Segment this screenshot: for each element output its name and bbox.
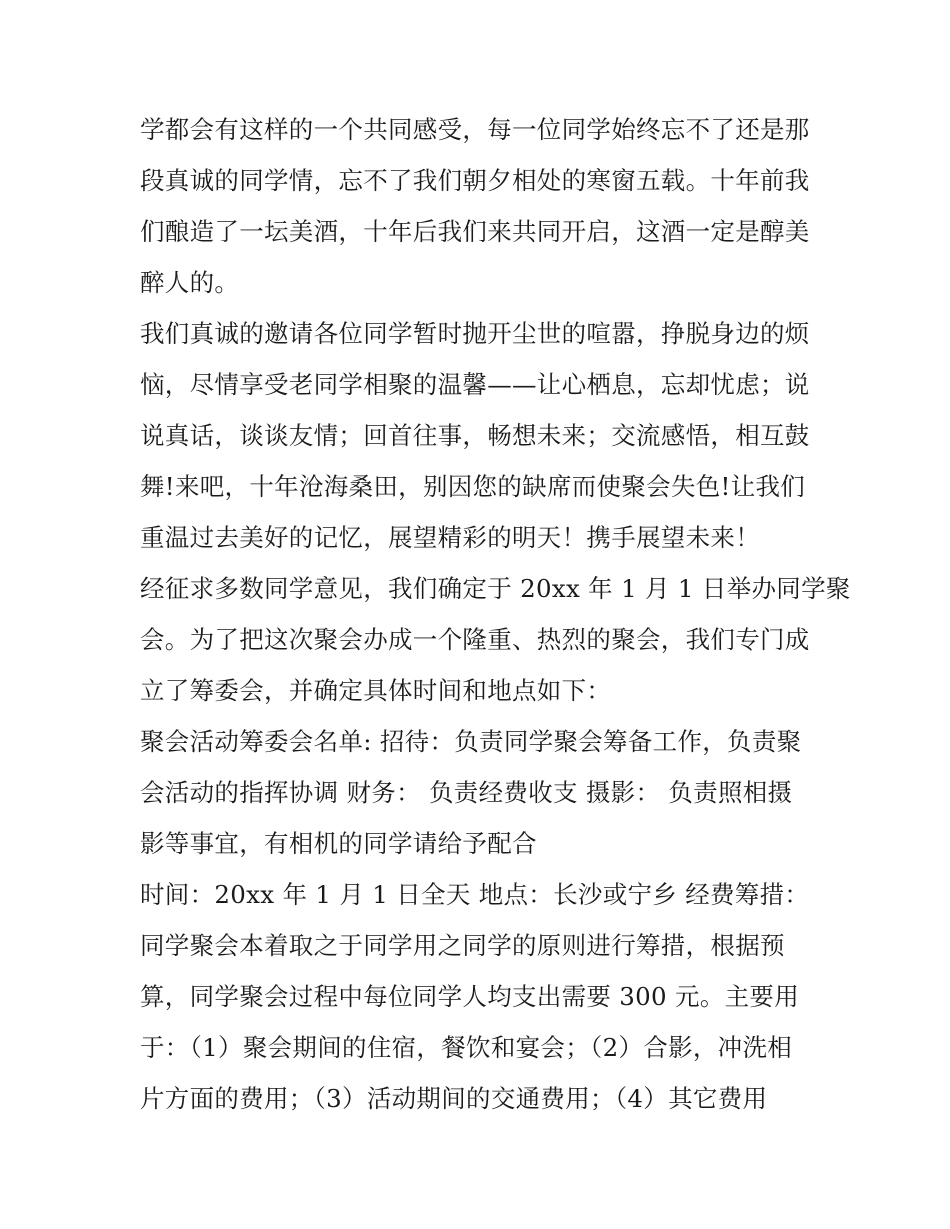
paragraph-reunion-feelings [140,104,820,308]
text-line: 会。为了把这次聚会办成一个隆重、热烈的聚会，我们专门成 [140,625,810,654]
paragraph-committee-list [140,716,820,869]
text-line: 片方面的费用；（3）活动期间的交通费用；（4）其它费用 [140,1084,768,1113]
text-line: 时间：20xx 年 1 月 1 日全天 地点：长沙或宁乡 经费筹措： [140,880,810,909]
text-line: 学都会有这样的一个共同感受，每一位同学始终忘不了还是那 [140,115,810,144]
paragraph-funding [140,920,820,1124]
text-line: 们酿造了一坛美酒，十年后我们来共同开启，这酒一定是醇美 [140,217,810,246]
text-line: 影等事宜，有相机的同学请给予配合 [140,829,537,858]
text-line: 说真话，谈谈友情；回首往事，畅想未来；交流感悟，相互鼓 [140,421,810,450]
paragraph-time-location [140,869,820,920]
text-line: 重温过去美好的记忆，展望精彩的明天！携手展望未来！ [140,523,760,552]
text-line: 舞!来吧，十年沧海桑田，别因您的缺席而使聚会失色!让我们 [140,472,806,501]
text-line: 会活动的指挥协调 财务： 负责经费收支 摄影： 负责照相摄 [140,778,793,807]
text-line: 经征求多数同学意见，我们确定于 20xx 年 1 月 1 日举办同学聚 [140,574,851,603]
text-line: 我们真诚的邀请各位同学暂时抛开尘世的喧嚣，挣脱身边的烦 [140,319,810,348]
text-line: 算，同学聚会过程中每位同学人均支出需要 300 元。主要用 [140,982,800,1011]
text-line: 段真诚的同学情，忘不了我们朝夕相处的寒窗五载。十年前我 [140,166,810,195]
text-line: 恼，尽情享受老同学相聚的温馨——让心栖息，忘却忧虑；说 [140,370,810,399]
text-line: 聚会活动筹委会名单: 招待：负责同学聚会筹备工作，负责聚 [140,727,802,756]
text-line: 立了筹委会，并确定具体时间和地点如下： [140,676,612,705]
paragraph-date-decision [140,563,851,716]
text-line: 同学聚会本着取之于同学用之同学的原则进行筹措，根据预 [140,931,785,960]
paragraph-invitation [140,308,820,563]
document-body [140,104,851,1124]
text-line: 醉人的。 [140,268,240,297]
text-line: 于：（1）聚会期间的住宿，餐饮和宴会；（2）合影，冲洗相 [140,1033,793,1062]
